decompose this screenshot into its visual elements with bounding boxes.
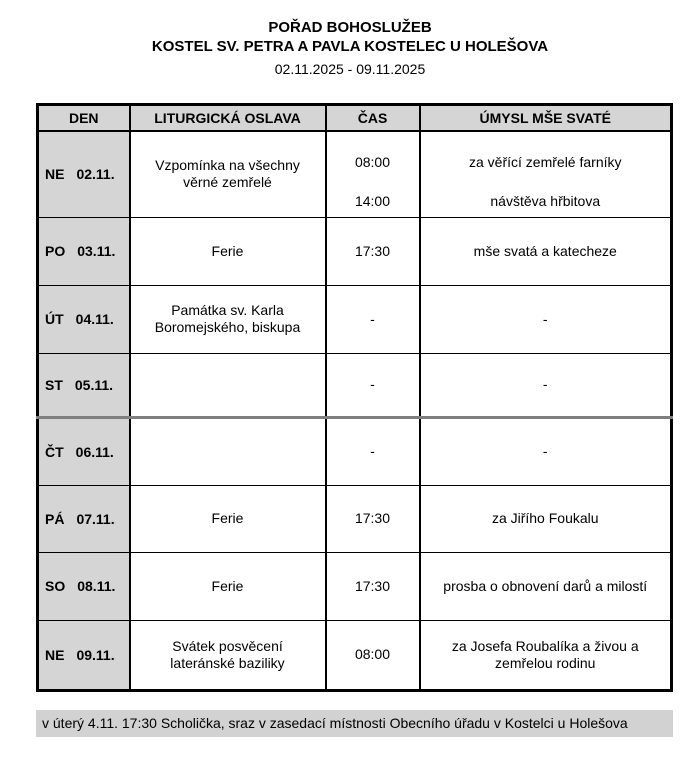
day-date: 09.11. bbox=[76, 646, 115, 663]
intention-cell bbox=[420, 417, 672, 485]
day-abbreviation: ČT bbox=[45, 443, 64, 460]
date-range: 02.11.2025 - 09.11.2025 bbox=[274, 61, 426, 77]
schedule-table bbox=[36, 103, 673, 692]
day-cell bbox=[38, 353, 130, 417]
intention-value: - bbox=[542, 376, 548, 392]
day-date: 08.11. bbox=[77, 578, 116, 594]
intention-value: za Josefa Roubalíka a živou a zemřelou rodinu bbox=[451, 637, 639, 671]
announcement-note: v úterý 4.11. 17:30 Scholička, sraz v zasedací místnosti Obecního úřadu v Kostelci u Holešova bbox=[36, 710, 673, 737]
intention-cell bbox=[420, 285, 672, 353]
day-abbreviation: ÚT bbox=[45, 311, 64, 327]
day-cell bbox=[38, 620, 130, 690]
celebration-cell bbox=[130, 285, 326, 353]
celebration-cell bbox=[130, 485, 326, 552]
column-header-liturgicka-oslava: LITURGICKÁ OSLAVA bbox=[130, 105, 326, 132]
liturgy-schedule-document bbox=[0, 18, 700, 737]
day-cell bbox=[38, 131, 130, 217]
celebration-text: Ferie bbox=[211, 242, 244, 259]
day-abbreviation: ST bbox=[45, 376, 63, 393]
intention-cell bbox=[420, 485, 672, 552]
day-abbreviation: PO bbox=[45, 243, 66, 259]
time-cell bbox=[326, 217, 420, 285]
celebration-cell bbox=[130, 131, 326, 217]
column-header-umysl-mse-svate: ÚMYSL MŠE SVATÉ bbox=[420, 105, 672, 132]
table-row bbox=[38, 552, 672, 620]
intention-value: návštěva hřbitova bbox=[490, 193, 601, 210]
intention-value: za Jiřího Foukalu bbox=[491, 510, 599, 526]
page-title: POŘAD BOHOSLUŽEB bbox=[268, 19, 432, 36]
day-cell bbox=[38, 485, 130, 552]
celebration-text: Ferie bbox=[211, 577, 244, 594]
time-cell bbox=[326, 131, 420, 217]
time-value: 17:30 bbox=[354, 577, 391, 594]
column-header-den: DEN bbox=[38, 105, 130, 132]
celebration-text: Vzpomínka na všechny věrné zemřelé bbox=[155, 157, 300, 191]
celebration-cell bbox=[130, 552, 326, 620]
time-cell bbox=[326, 353, 420, 417]
table-row bbox=[38, 217, 672, 285]
day-abbreviation: NE bbox=[45, 166, 65, 183]
table-row bbox=[38, 285, 672, 353]
day-date: 05.11. bbox=[74, 376, 114, 393]
day-date: 03.11. bbox=[77, 243, 116, 259]
day-abbreviation: SO bbox=[45, 578, 66, 594]
intention-value: za věřící zemřelé farníky bbox=[469, 154, 622, 171]
intention-value: - bbox=[542, 443, 548, 459]
celebration-cell bbox=[130, 417, 326, 485]
day-date: 02.11. bbox=[76, 166, 115, 183]
intention-cell bbox=[420, 131, 672, 217]
time-cell bbox=[326, 485, 420, 552]
day-abbreviation: PÁ bbox=[45, 510, 65, 527]
time-cell bbox=[326, 285, 420, 353]
celebration-text: Ferie bbox=[211, 510, 244, 526]
celebration-text: Svátek posvěcení lateránské baziliky bbox=[170, 637, 285, 671]
table-row bbox=[38, 620, 672, 690]
day-cell bbox=[38, 285, 130, 353]
table-row bbox=[38, 485, 672, 552]
table-row bbox=[38, 131, 672, 217]
time-value: - bbox=[370, 310, 375, 327]
time-cell bbox=[326, 620, 420, 690]
time-value: - bbox=[370, 376, 375, 392]
column-header-cas: ČAS bbox=[326, 105, 420, 132]
day-cell bbox=[38, 217, 130, 285]
intention-cell bbox=[420, 353, 672, 417]
intention-cell bbox=[420, 552, 672, 620]
day-date: 06.11. bbox=[75, 443, 114, 460]
time-value: 08:00 bbox=[354, 154, 391, 171]
intention-value: mše svatá a katecheze bbox=[473, 242, 617, 259]
time-value: - bbox=[370, 443, 375, 459]
celebration-text: Památka sv. Karla Boromejského, biskupa bbox=[154, 302, 301, 335]
church-name: KOSTEL SV. PETRA A PAVLA KOSTELEC U HOLEŠOVA bbox=[151, 38, 549, 55]
time-value: 17:30 bbox=[354, 510, 391, 526]
day-date: 07.11. bbox=[76, 510, 115, 527]
time-cell bbox=[326, 417, 420, 485]
document-header bbox=[0, 18, 700, 78]
intention-value: prosba o obnovení darů a milostí bbox=[443, 577, 648, 594]
time-value: 08:00 bbox=[354, 646, 391, 662]
day-cell bbox=[38, 417, 130, 485]
time-value: 14:00 bbox=[354, 193, 391, 210]
celebration-cell bbox=[130, 217, 326, 285]
time-value: 17:30 bbox=[354, 242, 391, 259]
day-abbreviation: NE bbox=[45, 646, 65, 663]
table-header-row bbox=[38, 105, 672, 132]
celebration-cell bbox=[130, 353, 326, 417]
day-date: 04.11. bbox=[75, 311, 114, 327]
intention-cell bbox=[420, 217, 672, 285]
intention-value: - bbox=[542, 310, 548, 327]
intention-cell bbox=[420, 620, 672, 690]
celebration-cell bbox=[130, 620, 326, 690]
table-row bbox=[38, 417, 672, 485]
table-row bbox=[38, 353, 672, 417]
day-cell bbox=[38, 552, 130, 620]
time-cell bbox=[326, 552, 420, 620]
